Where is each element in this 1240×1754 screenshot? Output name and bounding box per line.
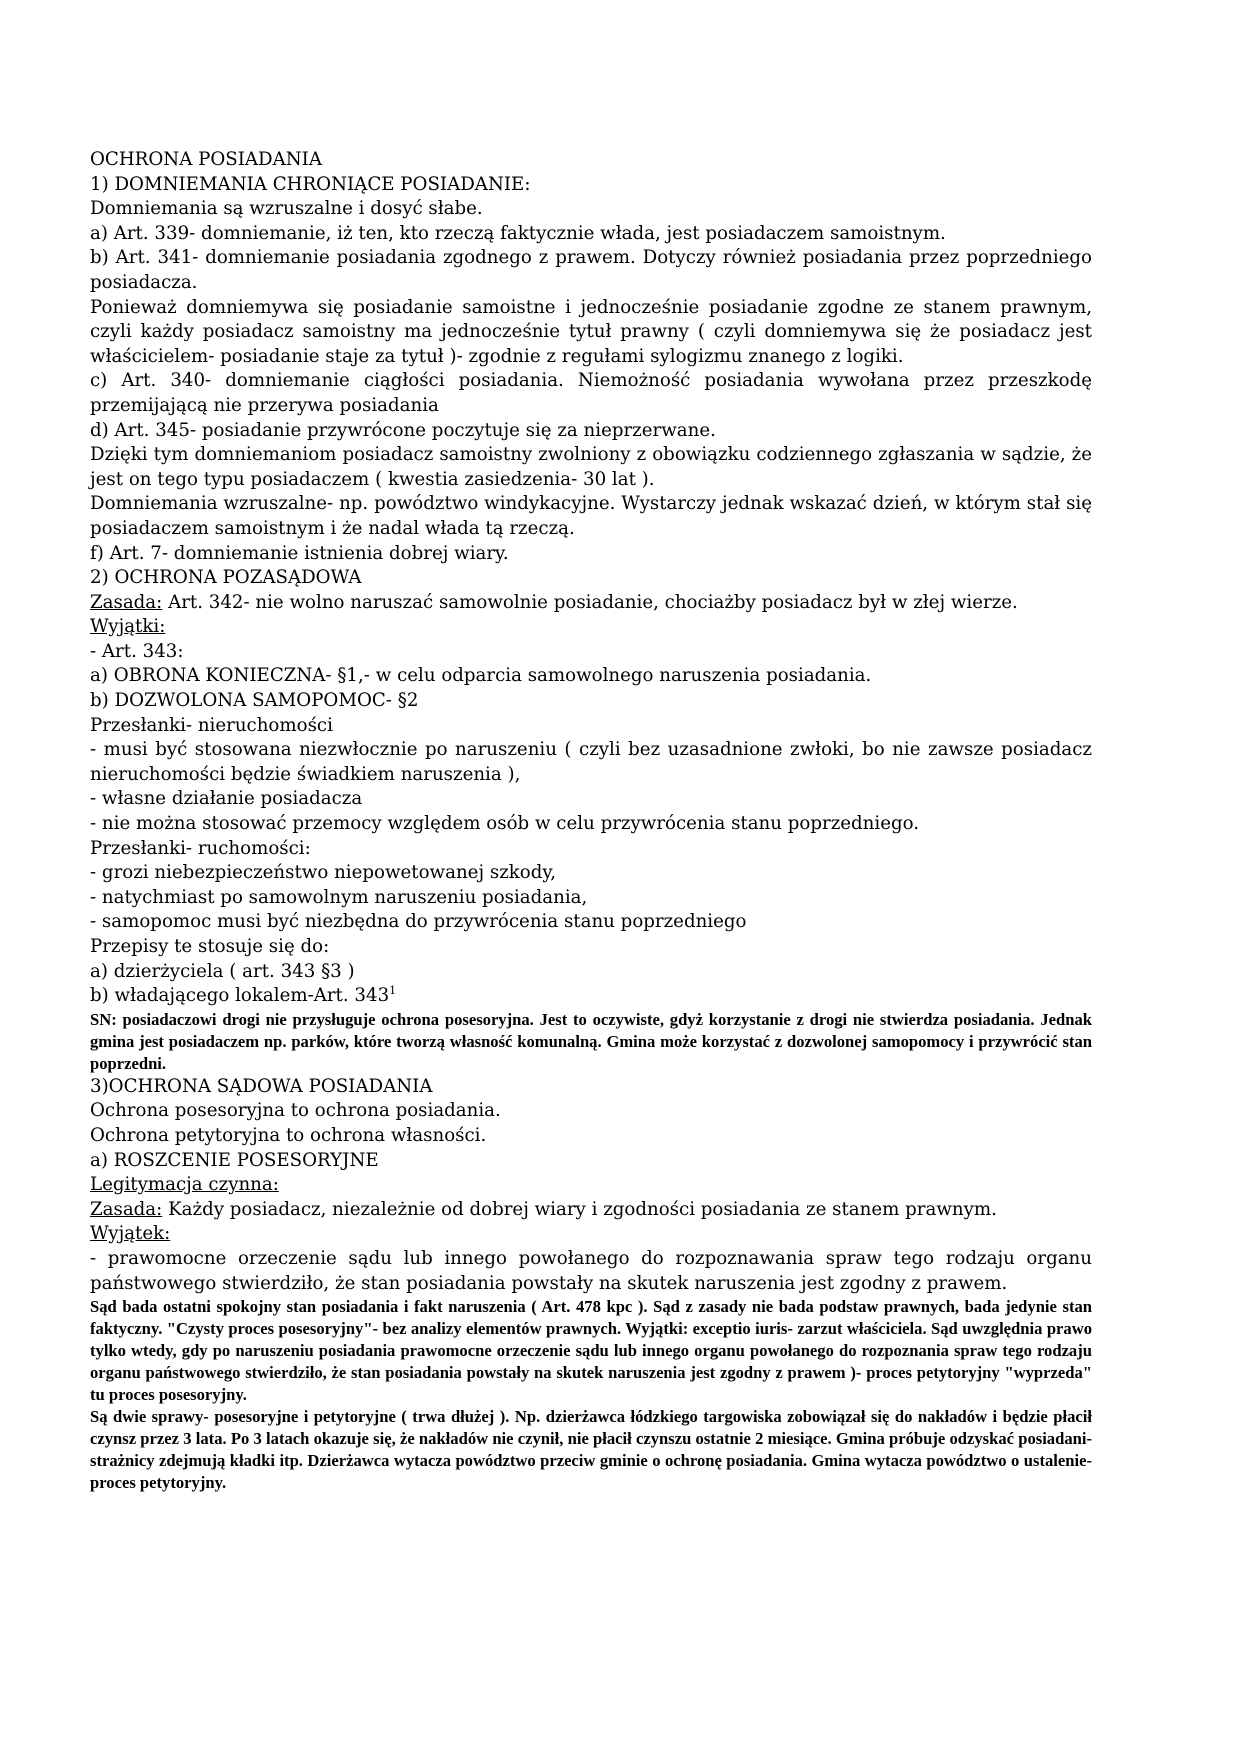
paragraph: Przesłanki- ruchomości:: [90, 837, 311, 859]
paragraph: Ochrona petytoryjna to ochrona własności.: [90, 1124, 487, 1146]
rule-text: Każdy posiadacz, niezależnie od dobrej wiary i zgodności posiadania ze stanem prawnym.: [162, 1198, 997, 1220]
paragraph: Domniemania wzruszalne- np. powództwo windykacyjne. Wystarczy jednak wskazać dzień, w którym stał się posiadaczem samoistnym i że nadal włada tą rzeczą.: [90, 493, 1092, 539]
list-item: - własne działanie posiadacza: [90, 788, 363, 810]
paragraph: Ochrona posesoryjna to ochrona posiadania.: [90, 1100, 501, 1122]
paragraph: - prawomocne orzeczenie sądu lub innego powołanego do rozpoznawania spraw tego rodzaju organu państwowego stwierdziło, że stan posiadania powstały na skutek naruszenia jest zgodny z prawem.: [90, 1247, 1092, 1294]
list-item: a) dzierżyciela ( art. 343 §3 ): [90, 960, 355, 982]
list-item: - samopomoc musi być niezbędna do przywrócenia stanu poprzedniego: [90, 911, 747, 933]
paragraph: b) Art. 341- domniemanie posiadania zgodnego z prawem. Dotyczy również posiadania przez poprzedniego posiadacza.: [90, 247, 1092, 293]
paragraph: Przepisy te stosuje się do:: [90, 936, 330, 957]
document-body: [90, 148, 1092, 1494]
paragraph: Przesłanki- nieruchomości: [90, 714, 333, 736]
bold-paragraph: Są dwie sprawy- posesoryjne i petytoryjne ( trwa dłużej ). Np. dzierżawca łódzkiego targowiska zobowiązał się do nakładów i będzie płacił czynsz przez 3 lata. Po 3 latach okazuje się, że nakładów nie czynił, nie płacił czynszu ostatnie 2 miesiące. Gmina próbuje odzyskać posiadani- strażnicy zdejmują kładki itp. Dzierżawca wytacza powództwo przeciw gminie o ochronę posiadania. Gmina wytacza powództwo o ustalenie- proces petytoryjny.: [90, 1407, 1092, 1493]
rule-text: Art. 342- nie wolno naruszać samowolnie posiadanie, chociażby posiadacz był w złej wierze.: [162, 591, 1018, 613]
paragraph: a) ROSZCENIE POSESORYJNE: [90, 1149, 379, 1171]
paragraph: b) DOZWOLONA SAMOPOMOC- §2: [90, 690, 419, 712]
paragraph: [90, 1198, 1092, 1223]
section-3-heading: 3)OCHRONA SĄDOWA POSIADANIA: [90, 1075, 433, 1097]
rule-label: Zasada:: [90, 591, 163, 613]
paragraph: - Art. 343:: [90, 640, 184, 662]
rule-label: Zasada:: [90, 1198, 163, 1220]
exceptions-label: Wyjątki:: [90, 616, 166, 638]
court-note: SN: posiadaczowi drogi nie przysługuje ochrona posesoryjna. Jest to oczywiste, gdyż korzystanie z drogi nie stwierdza posiadania. Jednak gmina jest posiadaczem np. parków, które tworzą własność komunalną. Gmina może korzystać z dozwolonej samopomocy i przywrócić stan poprzedni.: [90, 1009, 1092, 1073]
paragraph: Ponieważ domniemywa się posiadanie samoistne i jednocześnie posiadanie zgodne ze stanem prawnym, czyli każdy posiadacz samoistny ma jednocześnie tytuł prawny ( czyli domniemywa się że posiadacz jest właścicielem- posiadanie staje za tytuł )- zgodnie z regułami sylogizmu znanego z logiki.: [90, 296, 1092, 367]
list-item: - natychmiast po samowolnym naruszeniu posiadania,: [90, 886, 588, 908]
paragraph: a) OBRONA KONIECZNA- §1,- w celu odparcia samowolnego naruszenia posiadania.: [90, 665, 872, 687]
paragraph: c) Art. 340- domniemanie ciągłości posiadania. Niemożność posiadania wywołana przez przeszkodę przemijającą nie przerywa posiadania: [90, 370, 1092, 416]
section-1-heading: 1) DOMNIEMANIA CHRONIĄCE POSIADANIE:: [90, 173, 531, 195]
section-2-heading: 2) OCHRONA POZASĄDOWA: [90, 567, 362, 589]
paragraph: Domniemania są wzruszalne i dosyć słabe.: [90, 198, 483, 220]
paragraph: [90, 1173, 1092, 1198]
list-item: - nie można stosować przemocy względem osób w celu przywrócenia stanu poprzedniego.: [90, 813, 920, 835]
list-item: - musi być stosowana niezwłocznie po naruszeniu ( czyli bez uzasadnione zwłoki, bo nie zawsze posiadacz nieruchomości będzie świadkiem naruszenia ),: [90, 739, 1092, 785]
legitimation-label: Legitymacja czynna:: [90, 1174, 279, 1196]
list-item-text: b) władającego lokalem-Art. 343: [90, 985, 390, 1007]
list-item: - grozi niebezpieczeństwo niepowetowanej szkody,: [90, 862, 557, 884]
superscript: 1: [389, 984, 397, 998]
paragraph: a) Art. 339- domniemanie, iż ten, kto rzeczą faktycznie włada, jest posiadaczem samoistnym.: [90, 222, 946, 244]
paragraph: d) Art. 345- posiadanie przywrócone poczytuje się za nieprzerwane.: [90, 419, 716, 441]
exception-label: Wyjątek:: [90, 1223, 171, 1245]
bold-paragraph: Sąd bada ostatni spokojny stan posiadania i fakt naruszenia ( Art. 478 kpc ). Sąd z zasady nie bada podstaw prawnych, bada jedynie stan faktyczny. "Czysty proces posesoryjny"- bez analizy elementów prawnych. Wyjątki: exceptio iuris- zarzut właściciela. Sąd uwzględnia prawo tylko wtedy, gdy po naruszeniu posiadania prawomocne orzeczenie sądu lub innego organu powołanego do rozpoznania spraw tego rodzaju organu państwowego stwierdziło, że stan posiadania powstały na skutek naruszenia jest zgodny z prawem )- proces petytoryjny "wyprzeda" tu proces posesoryjny.: [90, 1297, 1092, 1405]
paragraph: [90, 615, 1092, 640]
paragraph: [90, 591, 1092, 616]
paragraph: f) Art. 7- domniemanie istnienia dobrej wiary.: [90, 542, 509, 564]
paragraph: [90, 1222, 1092, 1247]
document-title: OCHRONA POSIADANIA: [90, 149, 322, 170]
list-item: [90, 984, 1092, 1009]
paragraph: Dzięki tym domniemaniom posiadacz samoistny zwolniony z obowiązku codziennego zgłaszania w sądzie, że jest on tego typu posiadaczem ( kwestia zasiedzenia- 30 lat ).: [90, 444, 1092, 490]
